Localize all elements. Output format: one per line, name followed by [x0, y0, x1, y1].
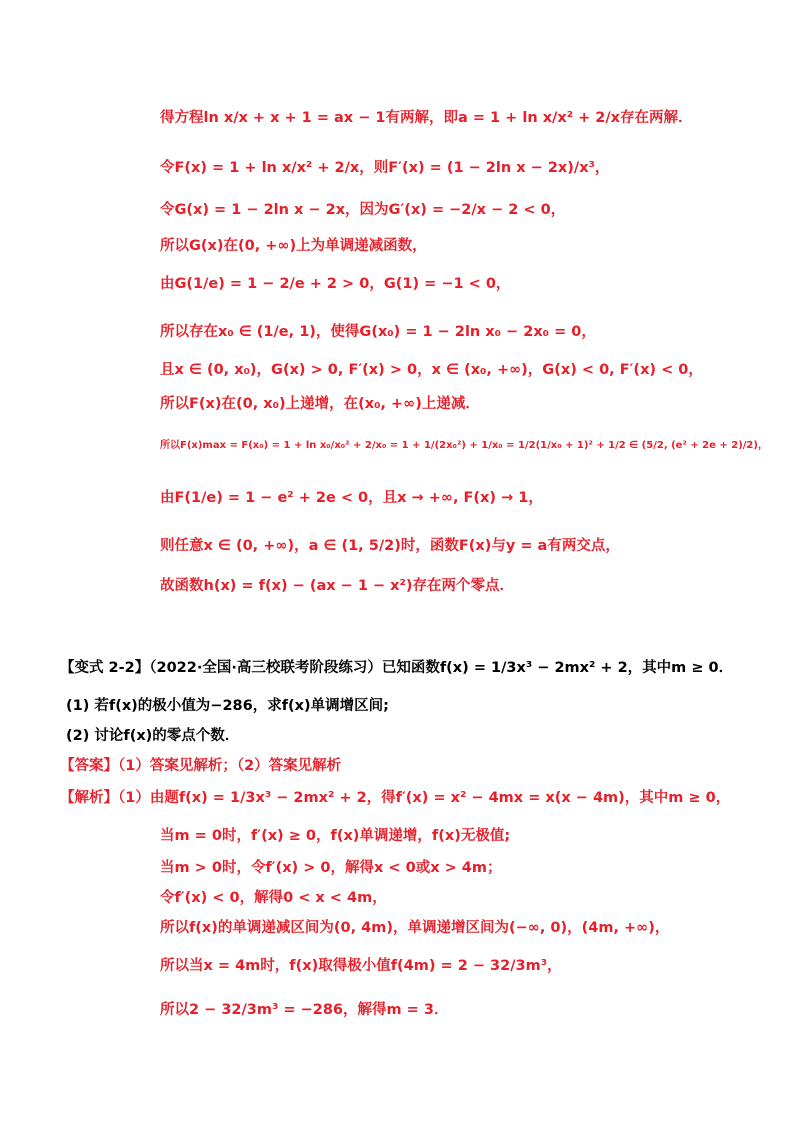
solution-line-4: 所以G(x)在(0, +∞)上为单调递减函数，: [160, 238, 427, 254]
solution-line-3: 令G(x) = 1 − 2ln x − 2x，因为G′(x) = −2/x − 2 < 0，: [160, 202, 566, 218]
solution-line-9: 所以F(x)max = F(x₀) = 1 + ln x₀/x₀² + 2/x₀ = 1 + 1/(2x₀²) + 1/x₀ = 1/2(1/x₀ + 1)² + 1/2 ∈ (5/2, (e² + 2e + 2)/2)，: [160, 440, 768, 451]
analysis-line-7: 所以2 − 32/3m³ = −286，解得m = 3．: [160, 1002, 449, 1018]
analysis-line-5: 所以f(x)的单调递减区间为(0, 4m)，单调递增区间为(−∞, 0)，(4m, +∞)，: [160, 920, 670, 936]
question-1: (1) 若f(x)的极小值为−286，求f(x)单调增区间;: [66, 698, 389, 714]
solution-line-1: 得方程ln x/x + x + 1 = ax − 1有两解，即a = 1 + ln x/x² + 2/x存在两解．: [160, 110, 693, 126]
solution-line-8: 所以F(x)在(0, x₀)上递增，在(x₀, +∞)上递减．: [160, 396, 480, 412]
solution-line-6: 所以存在x₀ ∈ (1/e, 1)，使得G(x₀) = 1 − 2ln x₀ − 2x₀ = 0，: [160, 324, 596, 340]
solution-line-11: 则任意x ∈ (0, +∞)，a ∈ (1, 5/2)时，函数F(x)与y = a有两交点，: [160, 538, 620, 554]
solution-line-12: 故函数h(x) = f(x) − (ax − 1 − x²)存在两个零点．: [160, 578, 515, 594]
analysis-line-2: 当m = 0时，f′(x) ≥ 0，f(x)单调递增，f(x)无极值;: [160, 828, 511, 844]
solution-line-2: 令F(x) = 1 + ln x/x² + 2/x，则F′(x) = (1 − 2ln x − 2x)/x³，: [160, 160, 610, 176]
solution-line-7: 且x ∈ (0, x₀)，G(x) > 0, F′(x) > 0，x ∈ (x₀, +∞)，G(x) < 0, F′(x) < 0，: [160, 362, 703, 378]
answer-line: 【答案】（1）答案见解析；（2）答案见解析: [60, 758, 342, 774]
analysis-line-6: 所以当x = 4m时，f(x)取得极小值f(4m) = 2 − 32/3m³，: [160, 958, 562, 974]
solution-line-10: 由F(1/e) = 1 − e² + 2e < 0，且x → +∞, F(x) → 1，: [160, 490, 543, 506]
analysis-line-3: 当m > 0时，令f′(x) > 0，解得x < 0或x > 4m；: [160, 860, 502, 876]
variant-header: 【变式 2-2】（2022·全国·高三校联考阶段练习）已知函数f(x) = 1/3x³ − 2mx² + 2，其中m ≥ 0．: [60, 660, 734, 676]
question-2: (2) 讨论f(x)的零点个数．: [66, 728, 240, 744]
analysis-line-1: 【解析】（1）由题f(x) = 1/3x³ − 2mx² + 2，得f′(x) = x² − 4mx = x(x − 4m)，其中m ≥ 0，: [60, 790, 731, 806]
solution-line-5: 由G(1/e) = 1 − 2/e + 2 > 0，G(1) = −1 < 0，: [160, 276, 511, 292]
analysis-line-4: 令f′(x) < 0，解得0 < x < 4m，: [160, 890, 387, 906]
